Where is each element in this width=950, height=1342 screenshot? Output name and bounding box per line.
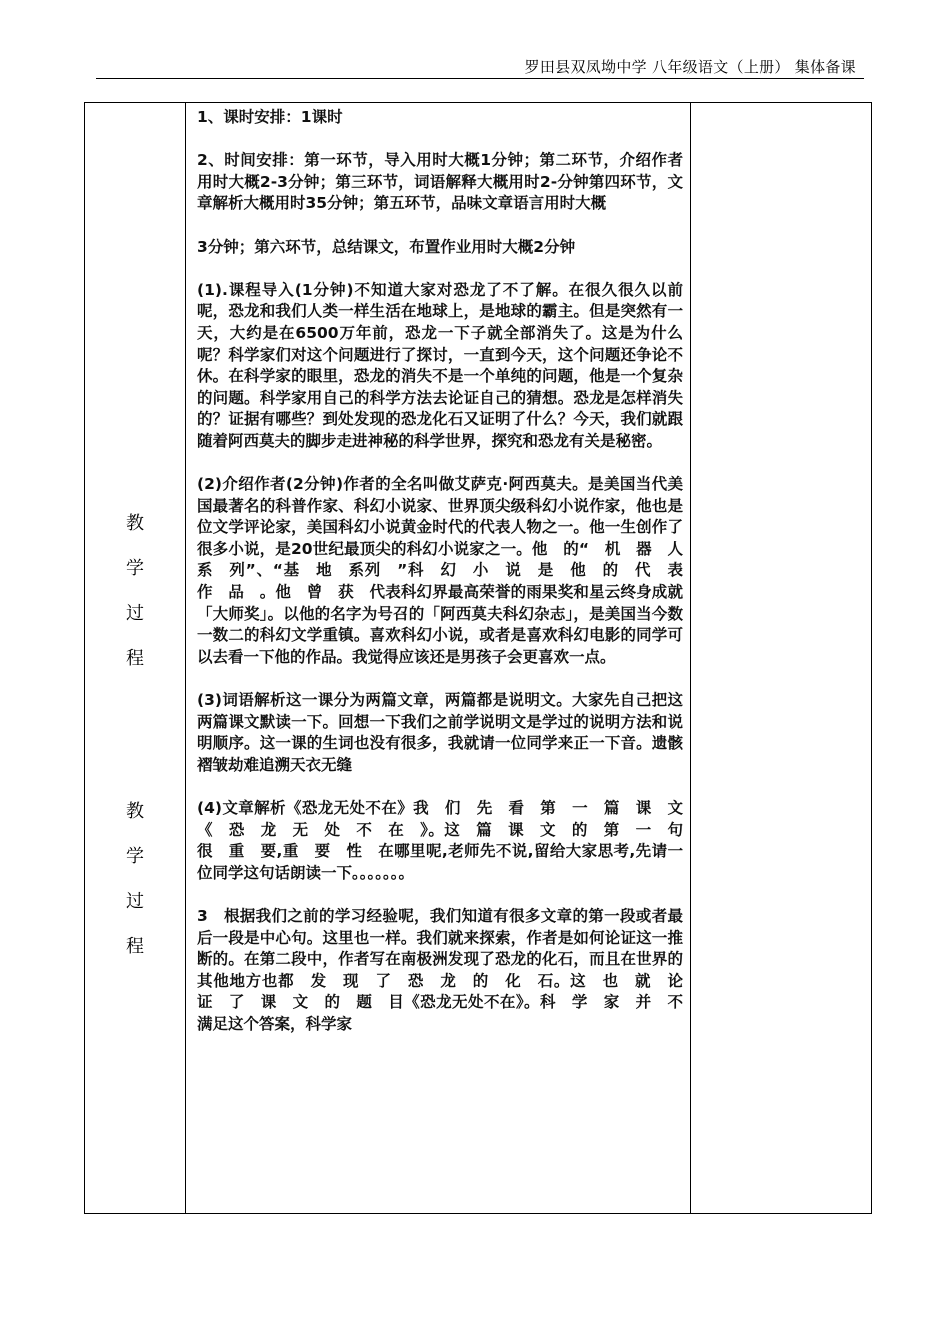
column-divider-right xyxy=(690,103,691,1213)
column-divider-left xyxy=(185,103,186,1213)
lesson-table xyxy=(84,102,872,1214)
vocabulary-paragraph: (3)词语解析这一课分为两篇文章，两篇都是说明文。大家先自己把这两篇课文默读一下。回想一下我们之前学说明文是学过的说明方法和说明顺序。这一课的生词也没有很多，我就请一位同学来正一下音。遗骸褶皱劫难追溯天衣无缝 xyxy=(197,691,683,774)
time-schedule-paragraph: 2、时间安排：第一环节，导入用时大概1分钟；第二环节，介绍作者用时大概2-3分钟；第三环节，词语解释大概用时2-分钟第四环节，文章解析大概用时35分钟；第五环节，品味文章语言用时大概 xyxy=(197,151,683,213)
header-title: 罗田县双凤坳中学 八年级语文（上册） 集体备课 xyxy=(524,58,856,76)
section-label-teaching-process-1: 教 学 过 程 xyxy=(126,513,144,669)
text-analysis-paragraph: (4)文章解析《恐龙无处不在》我 们 先 看 第 一 篇 课 文《 恐 龙 无 处 不 在 》。这 篇 课 文 的 第 一 句很 重 要,重 要 性 在哪里呢,老师先不说,留给大家思考,先请一位同学这句话朗读一下。。。。。。。 xyxy=(197,799,683,882)
lesson-content xyxy=(197,107,699,1036)
introduction-paragraph: (1).课程导入(1分钟)不知道大家对恐龙了不了解。在很久很久以前呢，恐龙和我们人类一样生活在地球上，是地球的霸主。但是突然有一天，大约是在6500万年前，恐龙一下子就全部消失了。这是为什么呢？科学家们对这个问题进行了探讨，一直到今天，这个问题还争论不休。在科学家的眼里，恐龙的消失不是一个单纯的问题，他是一个复杂的问题。科学家用自己的科学方法去论证自己的猜想。恐龙是怎样消失的？证据有哪些？到处发现的恐龙化石又证明了什么？今天，我们就跟随着阿西莫夫的脚步走进神秘的科学世界，探究和恐龙有关是秘密。 xyxy=(197,280,683,450)
page-header xyxy=(96,52,864,79)
class-hours-paragraph: 1、课时安排：1课时 xyxy=(197,108,343,126)
section-label-teaching-process-2: 教 学 过 程 xyxy=(126,801,144,957)
author-introduction-paragraph: (2)介绍作者(2分钟)作者的全名叫做艾萨克·阿西莫夫。是美国当代美国最著名的科普作家、科幻小说家、世界顶尖级科幻小说作家，他也是位文学评论家，美国科幻小说黄金时代的代表人物之一。他一生创作了很多小说，是20世纪最顶尖的科幻小说家之一。他 的“ 机 器 人 系 列”、“基 地 系列 ”科 幻 小 说 是 他 的 代 表 作 品 。他 曾 获 代表科幻界最高荣誉的雨果奖和星云终身成就「大师奖」。以他的名字为号召的「阿西莫夫科幻杂志」，是美国当今数一数二的科幻文学重镇。喜欢科幻小说，或者是喜欢科幻电影的同学可以去看一下他的作品。我觉得应该还是男孩子会更喜欢一点。 xyxy=(197,475,699,666)
analysis-continued-paragraph: 3 根据我们之前的学习经验呢，我们知道有很多文章的第一段或者最后一段是中心句。这里也一样。我们就来探索，作者是如何论证这一推断的。在第二段中，作者写在南极洲发现了恐龙的化石，而且在世界的其他地方也都 发 现 了 恐 龙 的 化 石。这 也 就 论 证 了 课 文 的 题 目《恐龙无处不在》。科 学 家 并 不 满足这个答案，科学家 xyxy=(197,906,699,1033)
time-schedule-continued-paragraph: 3分钟；第六环节，总结课文，布置作业用时大概2分钟 xyxy=(197,237,576,256)
